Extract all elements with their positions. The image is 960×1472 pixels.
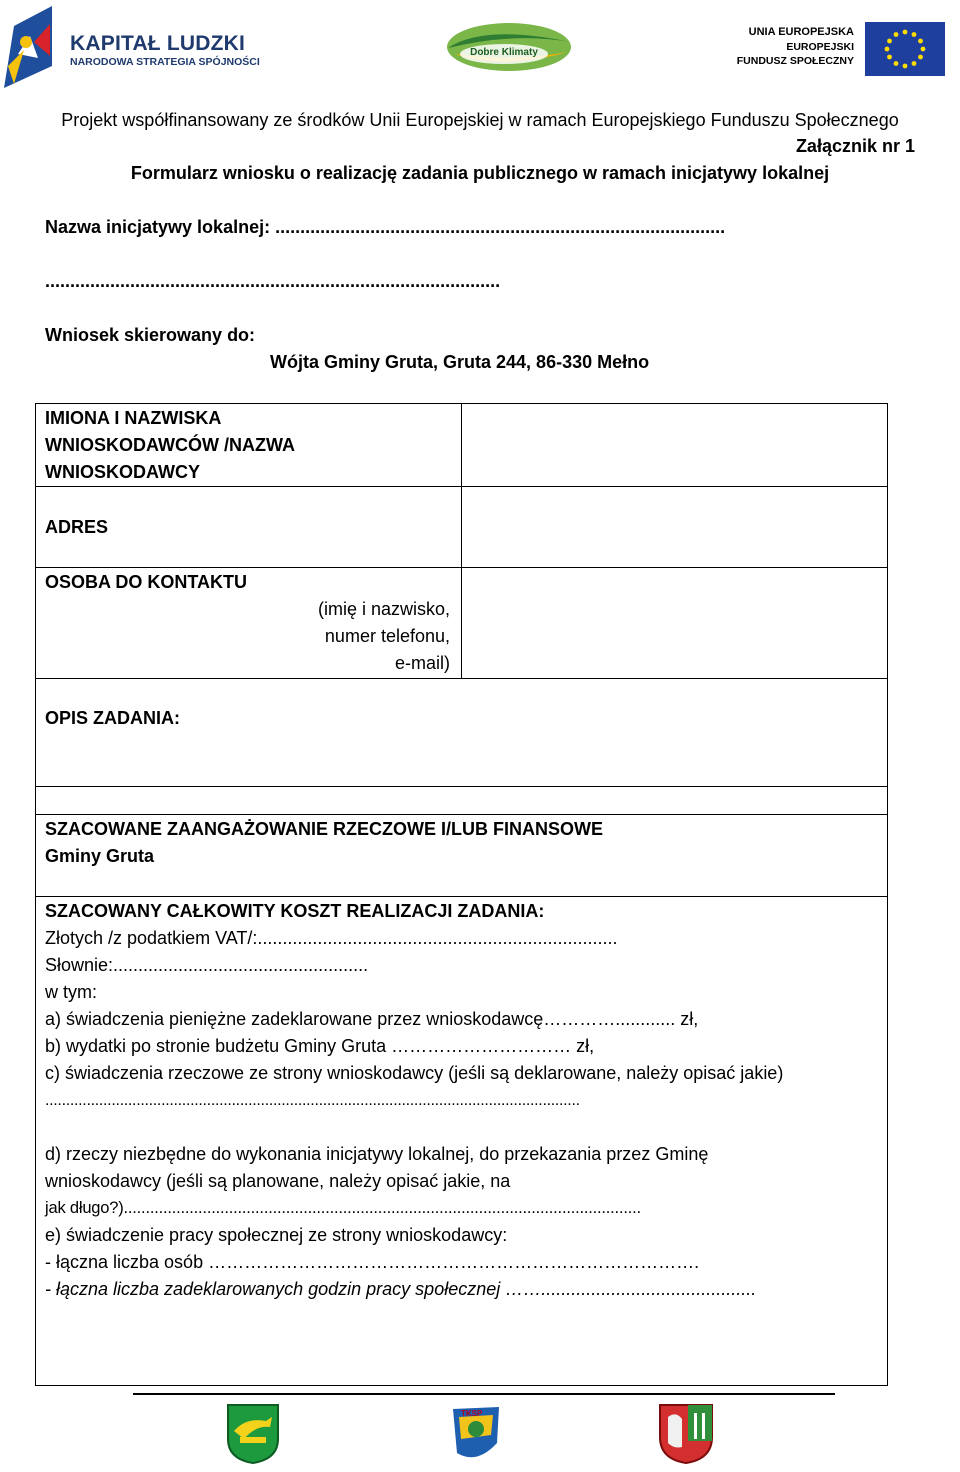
kapital-ludzki-title: KAPITAŁ LUDZKI xyxy=(70,32,246,55)
county-coat-of-arms xyxy=(658,1403,714,1465)
tksp-badge-text: TKSP xyxy=(461,1409,483,1418)
dobre-klimaty-label: Dobre Klimaty xyxy=(470,47,538,58)
eu-logo-line3: FUNDUSZ SPOŁECZNY xyxy=(736,55,854,67)
form-title: Formularz wniosku o realizację zadania publicznego w ramach inicjatywy lokalnej xyxy=(130,163,830,183)
address-field[interactable] xyxy=(462,487,887,567)
cost-line: ................................................................................................................................. xyxy=(45,1092,580,1109)
cost-line: a) świadczenia pieniężne zadeklarowane przez wnioskodawcę…………............ zł, xyxy=(45,1009,699,1029)
cost-line: b) wydatki po stronie budżetu Gminy Gruta ………………………… zł, xyxy=(45,1036,595,1056)
kapital-ludzki-subtitle: NARODOWA STRATEGIA SPÓJNOŚCI xyxy=(70,56,260,68)
engagement-label-line1: SZACOWANE ZAANGAŻOWANIE RZECZOWE I/LUB FINANSOWE xyxy=(45,819,603,839)
address-label: ADRES xyxy=(45,517,109,537)
initiative-name-line2: ........................................................................................... xyxy=(45,271,501,291)
contact-person-field[interactable] xyxy=(462,568,887,678)
applicants-name-field[interactable] xyxy=(462,404,887,486)
cost-line: w tym: xyxy=(45,982,97,1002)
eu-logo-line2: EUROPEJSKI xyxy=(786,41,854,53)
attachment-label: Załącznik nr 1 xyxy=(795,136,915,156)
applicants-label-line3: WNIOSKODAWCY xyxy=(45,462,200,482)
cost-line: e) świadczenie pracy społecznej ze strony wnioskodawcy: xyxy=(45,1225,508,1245)
contact-hint-line2: numer telefonu, xyxy=(324,626,450,646)
addressed-to-label: Wniosek skierowany do: xyxy=(45,325,256,345)
cost-line: Słownie:................................................... xyxy=(45,955,369,975)
cost-line: - łączna liczba osób ………………………………………………………………………. xyxy=(45,1252,700,1272)
applicants-label-line1: IMIONA I NAZWISKA xyxy=(45,408,222,428)
county-shield-icon xyxy=(658,1403,714,1465)
contact-hint-line3: e-mail) xyxy=(394,653,450,673)
tksp-logo xyxy=(447,1403,505,1465)
cost-line: jak długo?)...................................................................................................................... xyxy=(45,1199,641,1217)
cost-line: c) świadczenia rzeczowe ze strony wnioskodawcy (jeśli są deklarowane, należy opisać jakie) xyxy=(45,1063,784,1083)
applicants-label-line2: WNIOSKODAWCÓW /NAZWA xyxy=(45,435,295,455)
eu-logo-line1: UNIA EUROPEJSKA xyxy=(748,26,854,38)
cost-line: Złotych /z podatkiem VAT/:........................................................................ xyxy=(45,928,618,948)
task-description-label: OPIS ZADANIA: xyxy=(45,708,180,728)
cost-line: wnioskodawcy (jeśli są planowane, należy opisać jakie, na xyxy=(45,1171,511,1191)
addressee: Wójta Gminy Gruta, Gruta 244, 86-330 Mełno xyxy=(270,352,650,372)
gmina-gruta-coat-of-arms xyxy=(226,1403,280,1465)
project-cofinancing-line: Projekt współfinansowany ze środków Unii Europejskiej w ramach Europejskiego Funduszu Społecznego xyxy=(61,110,899,130)
cost-line: d) rzeczy niezbędne do wykonania inicjatywy lokalnej, do przekazania przez Gminę xyxy=(45,1144,709,1164)
cost-line: - łączna liczba zadeklarowanych godzin pracy społecznej ……........................................... xyxy=(45,1279,757,1299)
contact-hint-line1: (imię i nazwisko, xyxy=(317,599,450,619)
initiative-name-label: Nazwa inicjatywy lokalnej: .......................................................................................... xyxy=(45,217,726,237)
engagement-label-line2: Gminy Gruta xyxy=(45,846,155,866)
contact-person-label: OSOBA DO KONTAKTU xyxy=(45,572,247,592)
total-cost-title: SZACOWANY CAŁKOWITY KOSZT REALIZACJI ZADANIA: xyxy=(45,901,545,921)
footer-divider xyxy=(133,1393,835,1395)
gruta-shield-icon xyxy=(226,1403,280,1465)
task-description-field[interactable] xyxy=(36,740,887,786)
